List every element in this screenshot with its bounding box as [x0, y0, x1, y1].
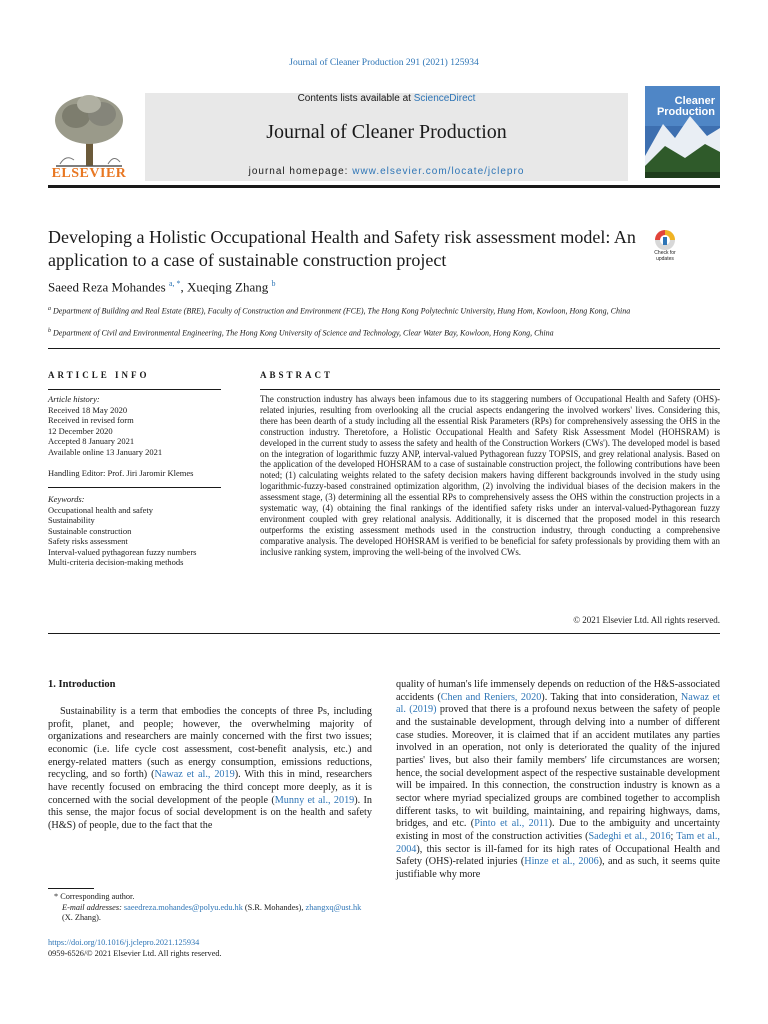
citation-link[interactable]: Pinto et al., 2011 — [474, 818, 549, 830]
affiliation-b: $^b$ Department of Civil and Environmental Engineering, The Hong Kong University of Science and Technology, Clear Water Bay, Kowloon, Hong Kong, China — [48, 328, 554, 338]
email-link[interactable]: saeedreza.mohandes@polyu.edu.hk — [123, 902, 243, 912]
divider — [48, 487, 221, 488]
crossmark-label[interactable]: Check for updates — [654, 250, 676, 262]
contents-line: Contents lists available at ScienceDirect — [297, 93, 476, 104]
section-heading-introduction: 1. Introduction — [48, 679, 116, 690]
citation-link[interactable]: Sadeghi et al., 2016 — [588, 830, 671, 842]
issn-line: 0959-6526/© 2021 Elsevier Ltd. All rights reserved. — [48, 948, 222, 958]
keywords — [48, 494, 248, 568]
journal-title: Journal of Cleaner Production — [266, 121, 507, 143]
keyword-item: Sustainability — [48, 515, 95, 525]
divider — [48, 348, 720, 349]
keyword-item: Occupational health and safety — [48, 504, 154, 515]
history-item: Available online 13 January 2021 — [48, 446, 163, 457]
email-link[interactable]: zhangxq@ust.hk — [305, 902, 362, 912]
author-name: Saeed Reza Mohandes — [48, 279, 166, 295]
article-history — [48, 394, 228, 457]
abstract-body: The construction industry has always been infamous due to its staggering numbers of Occupational Health and Safety (OHS)-related injuries, resulting from overlooking all the crucial aspects endangering the involved workers' lives. Considering this, there has been dearth of a study including all the essential Risk Parameters (RPs) for comprehensively assessing the OHS in the construction industry. Theretofore, a Holistic Occupational Health and Safety Risk Assessment Model (HOHSRAM) is developed in the current study to assess the safety and health of the Construction Workers (CWs'). The developed model is based on the integration of logarithmic fuzzy ANP, interval-valued Pythagorean fuzzy TOPSIS, and grey relational analysis. Based on the application of the developed HOHSRAM to a case of sustainable construction project, the following contributions have been noted; (1) calculating weights related to the safety decision makers having different backgrounds involved in the study using logarithmic-fuzzy-based constrained optimization algorithm, (2) involving the individual biases of the decision makers in the assessment stage, (3) determining all the essential RPs to comprehensively assess the OHS within the construction projects in a systematic way, (4) obtaining the final rankings of the identified safety risks under an interval-valued-Pythagorean fuzzy environment coupled with grey relational analysis. Additionally, it is discerned that the proposed model in this research outperforms the existing assessment methods used in the construction industry, through conducting a comprehensive comparative analysis. The developed HOHSRAM is verified to be beneficial for safety professionals by providing them with an inclusive ranking system, improving the well-being of the involved CWs. — [260, 394, 720, 557]
handling-editor: Handling Editor: Prof. Jiri Jaromir Klemes — [48, 468, 194, 478]
homepage-line: journal homepage: www.elsevier.com/locate/jclepro — [248, 166, 525, 177]
history-label: Article history: — [48, 394, 100, 404]
author-affiliation-marker[interactable]: a, * — [168, 279, 181, 288]
footnote-rule — [48, 888, 94, 889]
history-item: Received 18 May 2020 — [48, 404, 128, 415]
article-info-heading: ARTICLE INFO — [48, 370, 150, 380]
body-column-left: Sustainability is a term that embodies the concepts of three Ps, including profit, planet, and people; however, the overwhelming majority of organizations and researchers are mainly concerned with the first two issues; economic (i.e. life cycle cost assessment, cost-benefit analysis, etc.) and energy-related matters (such as energy consumption, emissions reductions, recycling, and so forth) (Nawaz et al., 2019). With this in mind, researchers have recently focused on embracing the third concept more deeply, as it is concerned with the social development of the people (Munny et al., 2019). In this sense, the major focus of social development is on the health and safety (H&S) of people, due to the fact that the — [48, 706, 372, 831]
citation-link[interactable]: Nawaz et al. (2019) — [396, 691, 720, 716]
divider — [260, 389, 720, 390]
header-rule — [48, 185, 720, 188]
elsevier-logo — [48, 90, 130, 182]
corresponding-author-note: * Corresponding author. — [54, 892, 135, 901]
doi-block — [48, 938, 222, 959]
sciencedirect-link[interactable]: ScienceDirect — [413, 93, 476, 104]
body-column-right: quality of human's life immensely depends on reduction of the H&S-associated accidents (Chen and Reniers, 2020). Taking that into consideration, Nawaz et al. (2019) proved that there is a profound nexus between the safety of people and the sustainable development, through delving into a number of different case studies. Moreover, it is claimed that if an accident mutilates any parties involved in an operation, not only is deteriorated the quality of the injured parties' lives, but also their family members' life circumstances are worsen; hence, the social development aspect of the respective sustainable development will be impaired. In this connection, the construction industry is known as a sector where myriad specialized groups are combined together to accomplish different tasks, to wit building, maintaining, and repairing highways, dams, bridges, and etc. (Pinto et al., 2011). Due to the ambiguity and uncertainty existing in most of the construction activities (Sadeghi et al., 2016; Tam et al., 2004), this sector is ill-famed for its high rates of Occupational Health and Safety (OHS)-related injuries (Hinze et al., 2006), and as such, it seems quite justifiable why more — [396, 679, 720, 880]
crossmark-badge[interactable] — [645, 229, 685, 269]
elsevier-wordmark: ELSEVIER — [51, 166, 127, 181]
citation-link[interactable]: Nawaz et al., 2019 — [154, 769, 235, 781]
keyword-item: Multi-criteria decision-making methods — [48, 557, 184, 567]
doi-link[interactable]: https://doi.org/10.1016/j.jclepro.2021.125934 — [48, 938, 200, 947]
citation-link[interactable]: Chen and Reniers, 2020 — [440, 691, 542, 703]
keywords-label: Keywords: — [48, 494, 85, 504]
citation-link[interactable]: Hinze et al., 2006 — [524, 856, 599, 868]
divider — [48, 389, 221, 390]
keyword-item: Safety risks assessment — [48, 536, 128, 546]
cover-title-line1: Cleaner — [674, 95, 715, 107]
homepage-link[interactable]: www.elsevier.com/locate/jclepro — [352, 166, 525, 177]
author-list: Saeed Reza Mohandes $^{a, *}$, Xueqing Zhang $^b$ — [48, 279, 276, 295]
keyword-item: Sustainable construction — [48, 525, 132, 536]
abstract-heading: ABSTRACT — [260, 370, 334, 380]
keyword-item: Interval-valued pythagorean fuzzy numbers — [48, 546, 197, 557]
journal-reference[interactable]: Journal of Cleaner Production 291 (2021) 125934 — [289, 58, 479, 68]
divider — [48, 633, 720, 634]
author-name: Xueqing Zhang — [187, 279, 269, 295]
cover-title-line2: Production — [656, 106, 715, 118]
article-title: Developing a Holistic Occupational Health and Safety risk assessment model: An application to a case of sustainable construction project — [48, 227, 636, 270]
history-item: Accepted 8 January 2021 — [48, 436, 135, 446]
author-affiliation-marker[interactable]: b — [271, 279, 276, 288]
citation-link[interactable]: Tam et al., 2004 — [396, 830, 720, 855]
email-line: E-mail addresses: saeedreza.mohandes@polyu.edu.hk (S.R. Mohandes), zhangxq@ust.hk (X. Zhang). — [62, 902, 362, 922]
affiliation-a: $^a$ Department of Building and Real Estate (BRE), Faculty of Construction and Environment (FCE), The Hong Kong Polytechnic University, Hung Hom, Kowloon, Hong Kong, China — [48, 306, 631, 316]
footnote — [48, 892, 372, 924]
journal-cover — [645, 86, 720, 178]
citation-link[interactable]: Munny et al., 2019 — [274, 794, 355, 806]
abstract-copyright: © 2021 Elsevier Ltd. All rights reserved. — [573, 615, 720, 625]
history-item: Received in revised form — [48, 415, 134, 425]
history-item: 12 December 2020 — [48, 425, 113, 436]
crossmark-icon — [645, 229, 685, 251]
